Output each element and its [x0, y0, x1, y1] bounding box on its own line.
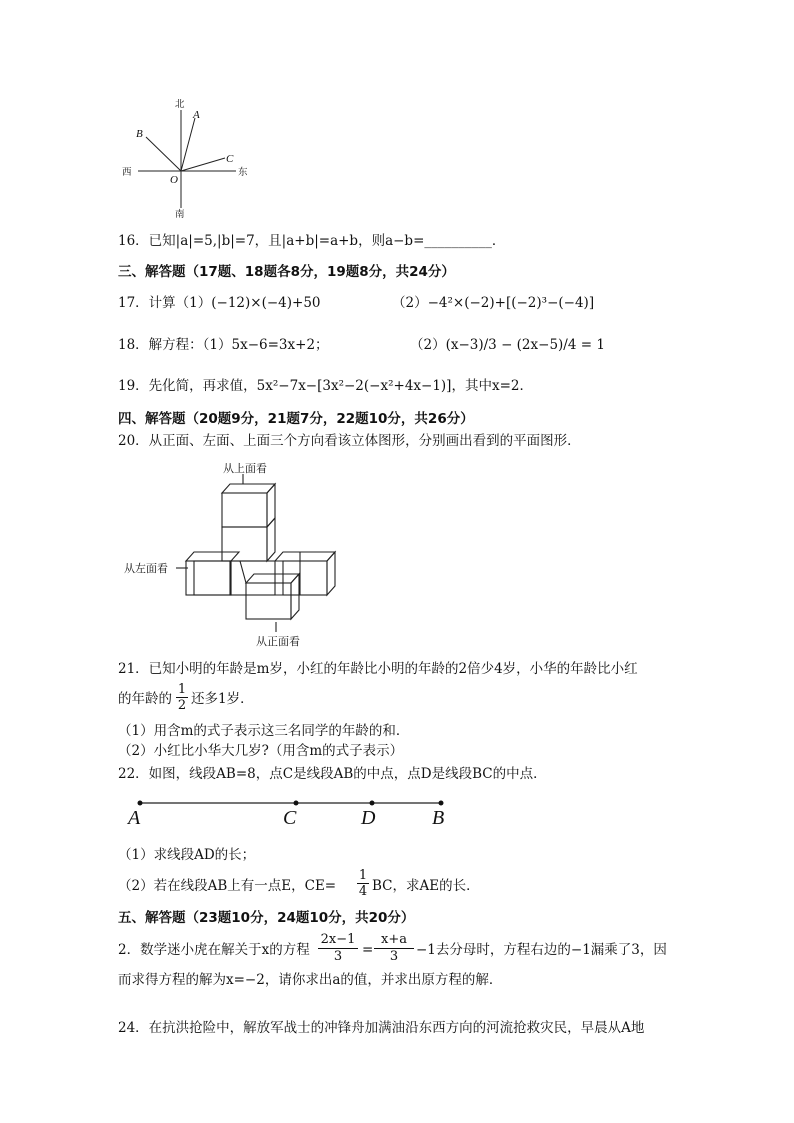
- compass-north-label: 北: [175, 99, 185, 110]
- compass-west-label: 西: [122, 167, 132, 178]
- q22-fraction-denominator: 4: [358, 884, 368, 899]
- question-21-sub2: （2）小红比小华大几岁?（用含m的式子表示）: [118, 743, 404, 759]
- question-23-start: 2．数学迷小虎在解关于x的方程: [118, 942, 310, 958]
- question-23-end: −1去分母时，方程右边的−1漏乘了3，因: [416, 942, 667, 958]
- q23-fraction-2-numerator: x+a: [374, 932, 414, 949]
- question-21-line2-end: 还多1岁．: [191, 691, 254, 707]
- front-view-label: 从正面看: [256, 635, 300, 648]
- point-a: [138, 801, 143, 806]
- question-18-part2: （2）(x−3)/3 − (2x−5)/4 = 1: [410, 337, 605, 353]
- point-d-label: D: [361, 807, 376, 829]
- question-17-part2: （2）−4²×(−2)+[(−2)³−(−4)]: [392, 295, 595, 311]
- section-5-heading: 五、解答题（23题10分，24题10分，共20分）: [118, 910, 415, 926]
- point-a-label: A: [128, 807, 141, 829]
- question-21-line2-start: 的年龄的: [118, 691, 172, 707]
- ray-c-label: C: [226, 153, 234, 165]
- question-22-stem: 22．如图，线段AB=8，点C是线段AB的中点，点D是线段BC的中点．: [118, 766, 547, 782]
- q23-fraction-1-numerator: 2x−1: [318, 932, 358, 949]
- question-19: 19．先化简，再求值，5x²−7x−[3x²−2(−x²+4x−1)]，其中x=2．: [118, 378, 533, 394]
- question-22-sub1: （1）求线段AD的长；: [118, 847, 256, 863]
- q22-fraction: [357, 868, 369, 899]
- left-view-label: 从左面看: [124, 562, 168, 575]
- q21-fraction-numerator: 1: [177, 682, 187, 697]
- point-c-label: C: [283, 807, 297, 829]
- point-b-label: B: [432, 807, 445, 829]
- q23-fraction-2: [374, 932, 414, 965]
- question-20: 20．从正面、左面、上面三个方向看该立体图形，分别画出看到的平面图形．: [118, 433, 581, 449]
- q23-fraction-1-denominator: 3: [333, 949, 343, 964]
- question-21-line1: 21．已知小明的年龄是m岁，小红的年龄比小明的年龄的2倍少4岁，小华的年龄比小红: [118, 661, 638, 677]
- compass-origin-label: O: [170, 174, 178, 186]
- top-view-label: 从上面看: [223, 462, 267, 475]
- point-b: [439, 801, 444, 806]
- ray-b-label: B: [136, 128, 143, 140]
- question-22-sub2-start: （2）若在线段AB上有一点E，CE=: [118, 878, 337, 894]
- question-17-part1: 17．计算（1）(−12)×(−4)+50: [118, 295, 321, 311]
- question-16: 16．已知|a|=5,|b|=7，且|a+b|=a+b，则a−b=__________．: [118, 233, 506, 249]
- compass-east-label: 东: [238, 167, 248, 178]
- ray-a-label: A: [193, 109, 200, 121]
- section-3-heading: 三、解答题（17题、18题各8分，19题8分，共24分）: [118, 264, 455, 280]
- question-24: 24．在抗洪抢险中，解放军战士的冲锋舟加满油沿东西方向的河流抢救灾民，早晨从A地: [118, 1020, 645, 1036]
- point-c: [294, 801, 299, 806]
- q21-fraction-denominator: 2: [177, 698, 187, 713]
- question-23-line2: 而求得方程的解为x=−2，请你求出a的值，并求出原方程的解．: [118, 972, 503, 988]
- question-21-sub1: （1）用含m的式子表示这三名同学的年龄的和．: [118, 723, 410, 739]
- compass-south-label: 南: [175, 209, 185, 220]
- q23-fraction-2-denominator: 3: [389, 949, 399, 964]
- section-4-heading: 四、解答题（20题9分，21题7分，22题10分，共26分）: [118, 411, 474, 427]
- q22-fraction-numerator: 1: [358, 868, 368, 883]
- question-18-part1: 18．解方程：（1）5x−6=3x+2；: [118, 337, 329, 353]
- point-d: [370, 801, 375, 806]
- question-22-sub2-end: BC，求AE的长．: [372, 878, 480, 894]
- q23-fraction-1: [318, 932, 358, 965]
- q23-equals: =: [362, 942, 374, 958]
